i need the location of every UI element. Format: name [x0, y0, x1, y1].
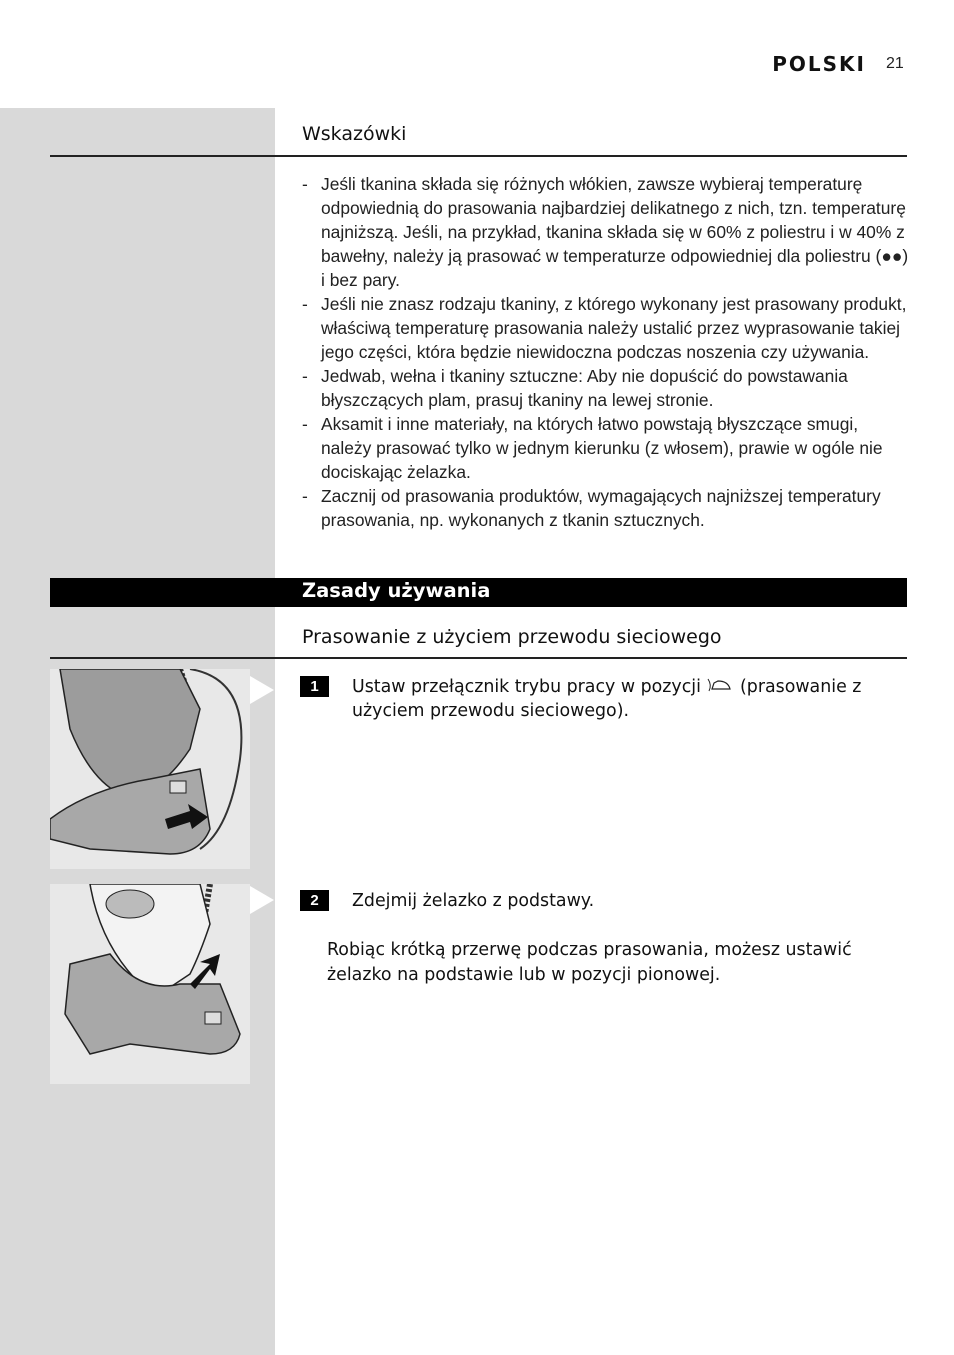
- pointer-arrow: [250, 886, 274, 914]
- tips-list: [302, 172, 912, 532]
- list-item: - Jeśli tkanina składa się różnych włókien, zawsze wybieraj temperaturę odpowiednią do prasowania najbardziej delikatnego z nich, tzn. temperaturę najniższą. Jeśli, na przykład, tkanina składa się w 60% z poliestru i w 40% z bawełny, należy ją prasować w temperaturze odpowiedniej dla poliestru (●●) i bez pary.: [302, 174, 909, 290]
- list-item: - Jeśli nie znasz rodzaju tkaniny, z którego wykonany jest prasowany produkt, właściwą temperaturę prasowania należy ustalić przez wyprasowanie takiej jego części, która będzie niewidoczna podczas noszenia czy używania.: [302, 294, 907, 362]
- note-text: Robiąc krótką przerwę podczas prasowania, możesz ustawić żelazko na podstawie lub w pozycji pionowej.: [327, 940, 852, 985]
- step-1-text: Ustaw przełącznik trybu pracy w pozycji (prasowanie z: [352, 677, 862, 697]
- page-number: 21: [886, 55, 904, 72]
- step-1-text-line2: użyciem przewodu sieciowego).: [352, 701, 630, 721]
- step-2-illustration: [50, 884, 250, 1084]
- step-2-text: Zdejmij żelazko z podstawy.: [352, 891, 595, 911]
- corded-iron-icon: [706, 677, 734, 693]
- iron-lift-illustration: [50, 884, 250, 1084]
- step-1-number: 1: [300, 676, 329, 697]
- list-item: - Zacznij od prasowania produktów, wymagających najniższej temperatury prasowania, np. wykonanych z tkanin sztucznych.: [302, 486, 881, 530]
- pointer-arrow: [250, 676, 274, 704]
- tips-heading: Wskazówki: [302, 123, 407, 145]
- list-item: - Aksamit i inne materiały, na których łatwo powstają błyszczące smugi, należy prasować tylko w jednym kierunku (z włosem), prawie w ogóle nie dociskając żelazka.: [302, 414, 883, 482]
- list-item: - Jedwab, wełna i tkaniny sztuczne: Aby nie dopuścić do powstawania błyszczących plam, prasuj tkaniny na lewej stronie.: [302, 366, 848, 410]
- section-bar: [50, 578, 907, 607]
- subsection-heading: Prasowanie z użyciem przewodu sieciowego: [302, 626, 722, 648]
- language-label: POLSKI: [772, 52, 866, 76]
- section-title: Zasady używania: [302, 579, 491, 602]
- subsection-rule: [50, 657, 907, 659]
- step-2-number: 2: [300, 890, 329, 911]
- tips-rule: [50, 155, 907, 157]
- iron-on-base-switch-illustration: [50, 669, 250, 869]
- step-1-illustration: [50, 669, 250, 869]
